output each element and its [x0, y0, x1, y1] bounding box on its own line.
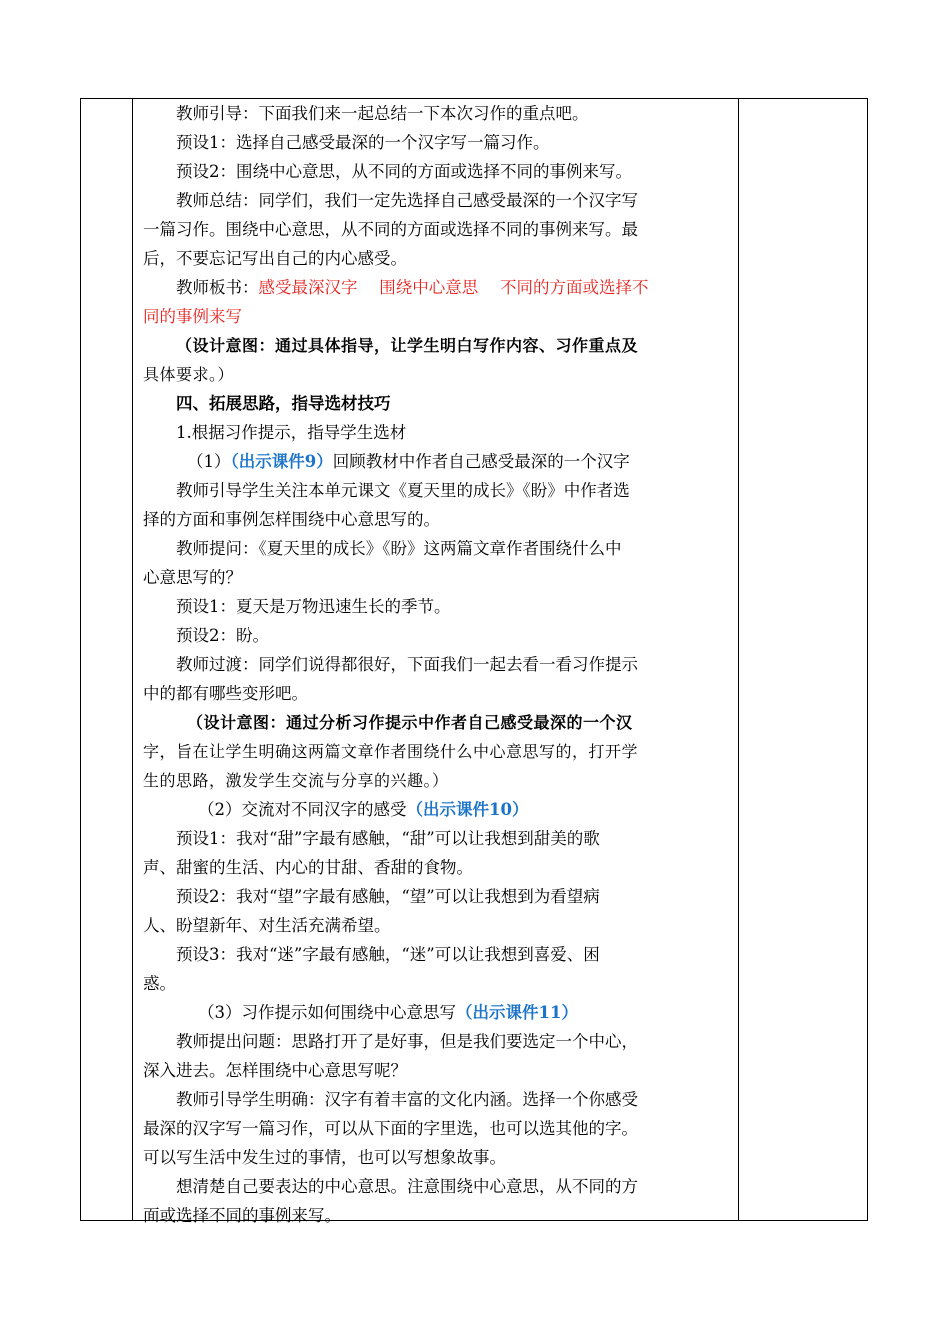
text-line: 预设2：围绕中心意思，从不同的方面或选择不同的事例来写。	[176, 162, 632, 181]
board-writing-label: 教师板书：	[176, 278, 259, 297]
text-line: 教师提问：《夏天里的成长》《盼》这两篇文章作者围绕什么中	[176, 539, 622, 558]
text-line: 预设1：夏天是万物迅速生长的季节。	[176, 597, 451, 616]
text-line: 教师提出问题：思路打开了是好事，但是我们要选定一个中心，	[176, 1032, 638, 1051]
design-intent-line: 具体要求。）	[143, 365, 235, 384]
text-line: 教师过渡：同学们说得都很好，下面我们一起去看一看习作提示	[176, 655, 638, 674]
text-line: 面或选择不同的事例来写。	[143, 1206, 341, 1225]
text-line: 预设1：选择自己感受最深的一个汉字写一篇习作。	[176, 133, 550, 152]
text-line: 教师引导：下面我们来一起总结一下本次习作的重点吧。	[176, 104, 589, 123]
text-line: 择的方面和事例怎样围绕中心意思写的。	[143, 510, 440, 529]
text-line: 声、甜蜜的生活、内心的甘甜、香甜的食物。	[143, 858, 473, 877]
text-line: 预设2：盼。	[176, 626, 269, 645]
text-line: 中的都有哪些变形吧。	[143, 684, 308, 703]
column-divider-1	[132, 99, 133, 1220]
design-intent-line: （设计意图：通过具体指导，让学生明白写作内容、习作重点及	[176, 336, 639, 355]
text-line: 深入进去。怎样围绕中心意思写呢？	[143, 1061, 407, 1080]
text-line: 可以写生活中发生过的事情，也可以写想象故事。	[143, 1148, 506, 1167]
courseware-tag: （出示课件10）	[406, 800, 529, 819]
section-heading: 四、拓展思路，指导选材技巧	[176, 394, 391, 413]
text-line: 预设2：我对“望”字最有感触，“望”可以让我想到为看望病	[176, 887, 600, 906]
subheading-line: （2）交流对不同汉字的感受（出示课件10）	[198, 800, 529, 819]
text-line: 教师总结：同学们，我们一定先选择自己感受最深的一个汉字写	[176, 191, 638, 210]
board-writing-text: 同的事例来写	[143, 307, 242, 326]
text-line: 1.根据习作提示，指导学生选材	[176, 423, 407, 442]
text-line: 人、盼望新年、对生活充满希望。	[143, 916, 391, 935]
text-line: 最深的汉字写一篇习作，可以从下面的字里选，也可以选其他的字。	[143, 1119, 638, 1138]
design-intent-line: 字，旨在让学生明确这两篇文章作者围绕什么中心意思写的，打开学	[143, 742, 639, 761]
design-intent-line: （设计意图：通过分析习作提示中作者自己感受最深的一个汉	[187, 713, 633, 732]
text-line: 一篇习作。围绕中心意思，从不同的方面或选择不同的事例来写。最	[143, 220, 638, 239]
text-line: 预设1：我对“甜”字最有感触，“甜”可以让我想到甜美的歌	[176, 829, 600, 848]
subheading-line: （3）习作提示如何围绕中心意思写（出示课件11）	[198, 1003, 578, 1022]
board-writing-line	[143, 273, 649, 302]
text-line: 后，不要忘记写出自己的内心感受。	[143, 249, 407, 268]
design-intent-line: 生的思路，激发学生交流与分享的兴趣。）	[143, 771, 449, 790]
text-line: 心意思写的？	[143, 568, 242, 587]
subheading-line: （1）（出示课件9）回顾教材中作者自己感受最深的一个汉字	[187, 452, 630, 471]
text-line: 教师引导学生关注本单元课文《夏天里的成长》《盼》中作者选	[176, 481, 630, 500]
text-line: 惑。	[143, 974, 176, 993]
text-line: 预设3：我对“迷”字最有感触，“迷”可以让我想到喜爱、困	[176, 945, 600, 964]
column-divider-2	[738, 99, 739, 1220]
text-line: 教师引导学生明确：汉字有着丰富的文化内涵。选择一个你感受	[176, 1090, 638, 1109]
courseware-tag: （出示课件9）	[230, 452, 333, 471]
board-writing-text: 感受最深汉字 围绕中心意思 不同的方面或选择不	[258, 278, 649, 297]
text-line: 想清楚自己要表达的中心意思。注意围绕中心意思，从不同的方	[176, 1177, 638, 1196]
courseware-tag: （出示课件11）	[456, 1003, 578, 1022]
lesson-table	[80, 98, 868, 1225]
